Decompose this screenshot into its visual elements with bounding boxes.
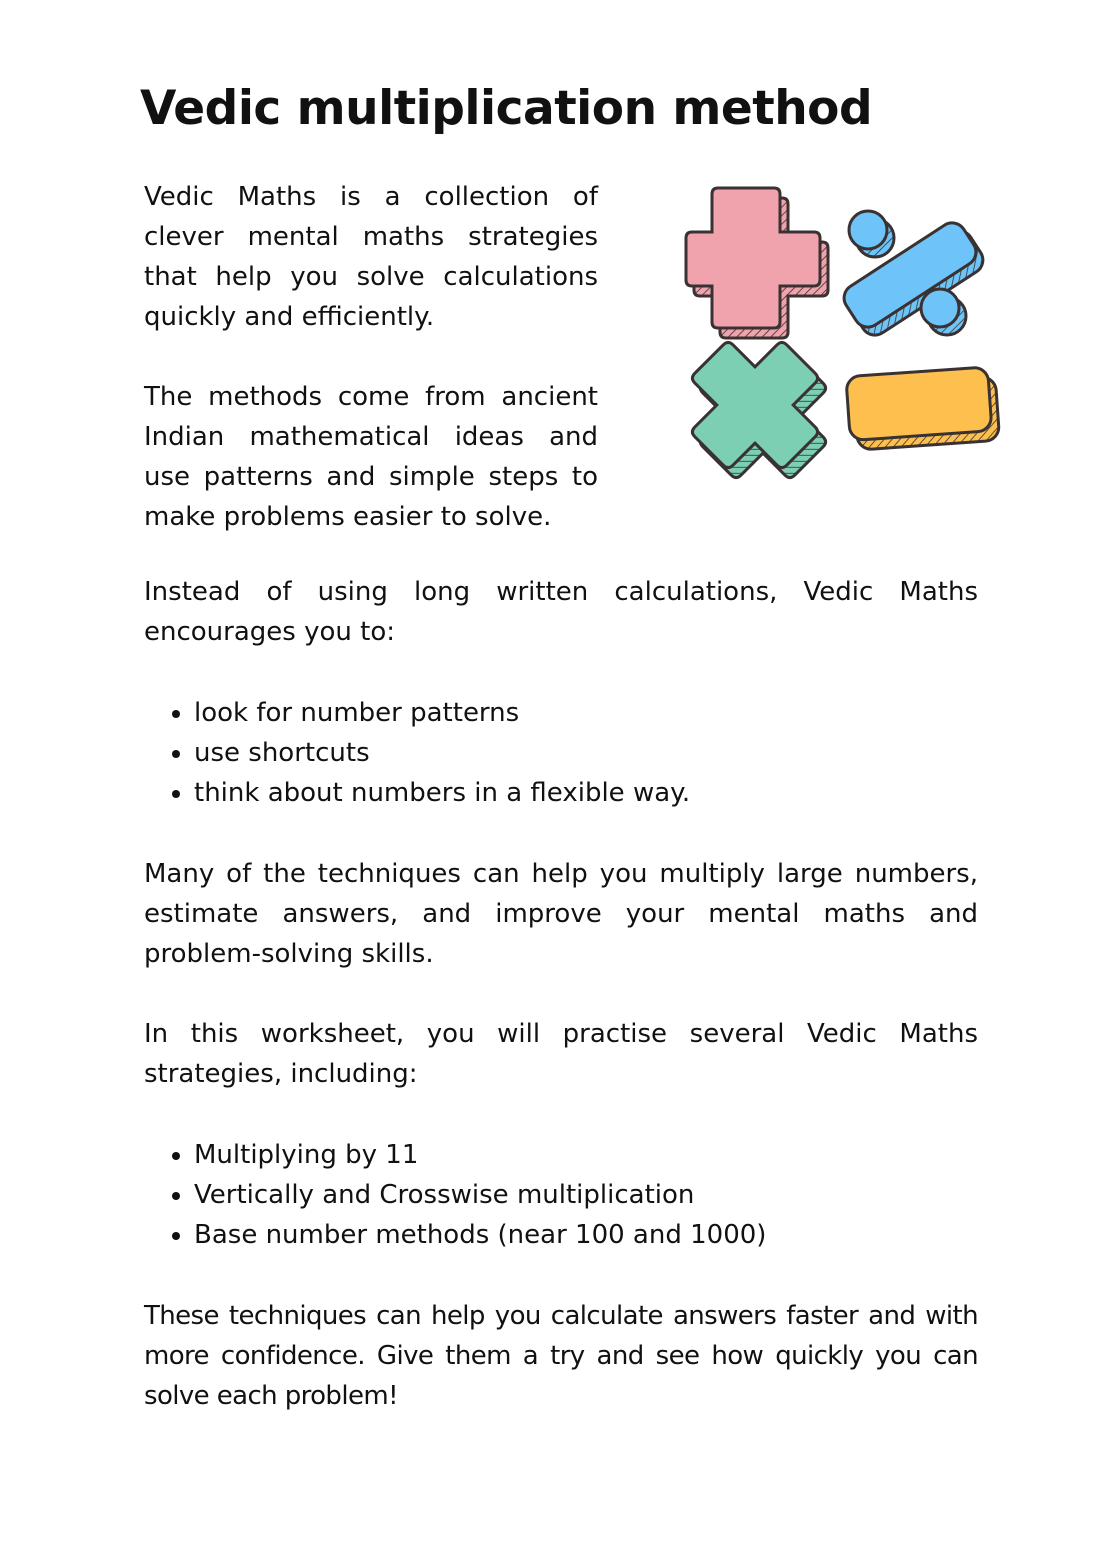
math-symbols-illustration xyxy=(680,180,1010,480)
list-item: • Base number methods (near 100 and 1000) xyxy=(194,1215,978,1255)
encourage-paragraph: Instead of using long written calculations, Vedic Maths encourages you to: xyxy=(144,577,978,647)
page-title: Vedic multiplication method xyxy=(140,81,873,136)
encourage-list xyxy=(144,693,978,813)
list-item: • use shortcuts xyxy=(194,733,978,773)
closing-paragraph: These techniques can help you calculate answers faster and with more confidence. Give them a try and see how quickly you can solve each problem! xyxy=(144,1301,978,1411)
minus-icon xyxy=(846,366,1000,450)
techniques-paragraph: Many of the techniques can help you multiply large numbers, estimate answers, and improve your mental maths and problem-solving skills. xyxy=(144,859,978,969)
intro-paragraph-1: Vedic Maths is a collection of clever mental maths strategies that help you solve calculations quickly and efficiently. xyxy=(144,182,598,332)
divide-icon xyxy=(839,211,988,340)
strategies-list xyxy=(144,1135,978,1255)
list-item: • think about numbers in a flexible way. xyxy=(194,773,978,813)
list-item: • Vertically and Crosswise multiplication xyxy=(194,1175,978,1215)
worksheet-paragraph: In this worksheet, you will practise several Vedic Maths strategies, including: xyxy=(144,1019,978,1089)
list-item: • look for number patterns xyxy=(194,693,978,733)
list-item: • Multiplying by 11 xyxy=(194,1135,978,1175)
intro-paragraph-2: The methods come from ancient Indian mathematical ideas and use patterns and simple steps to make problems easier to solve. xyxy=(144,382,598,532)
plus-icon xyxy=(686,188,828,338)
